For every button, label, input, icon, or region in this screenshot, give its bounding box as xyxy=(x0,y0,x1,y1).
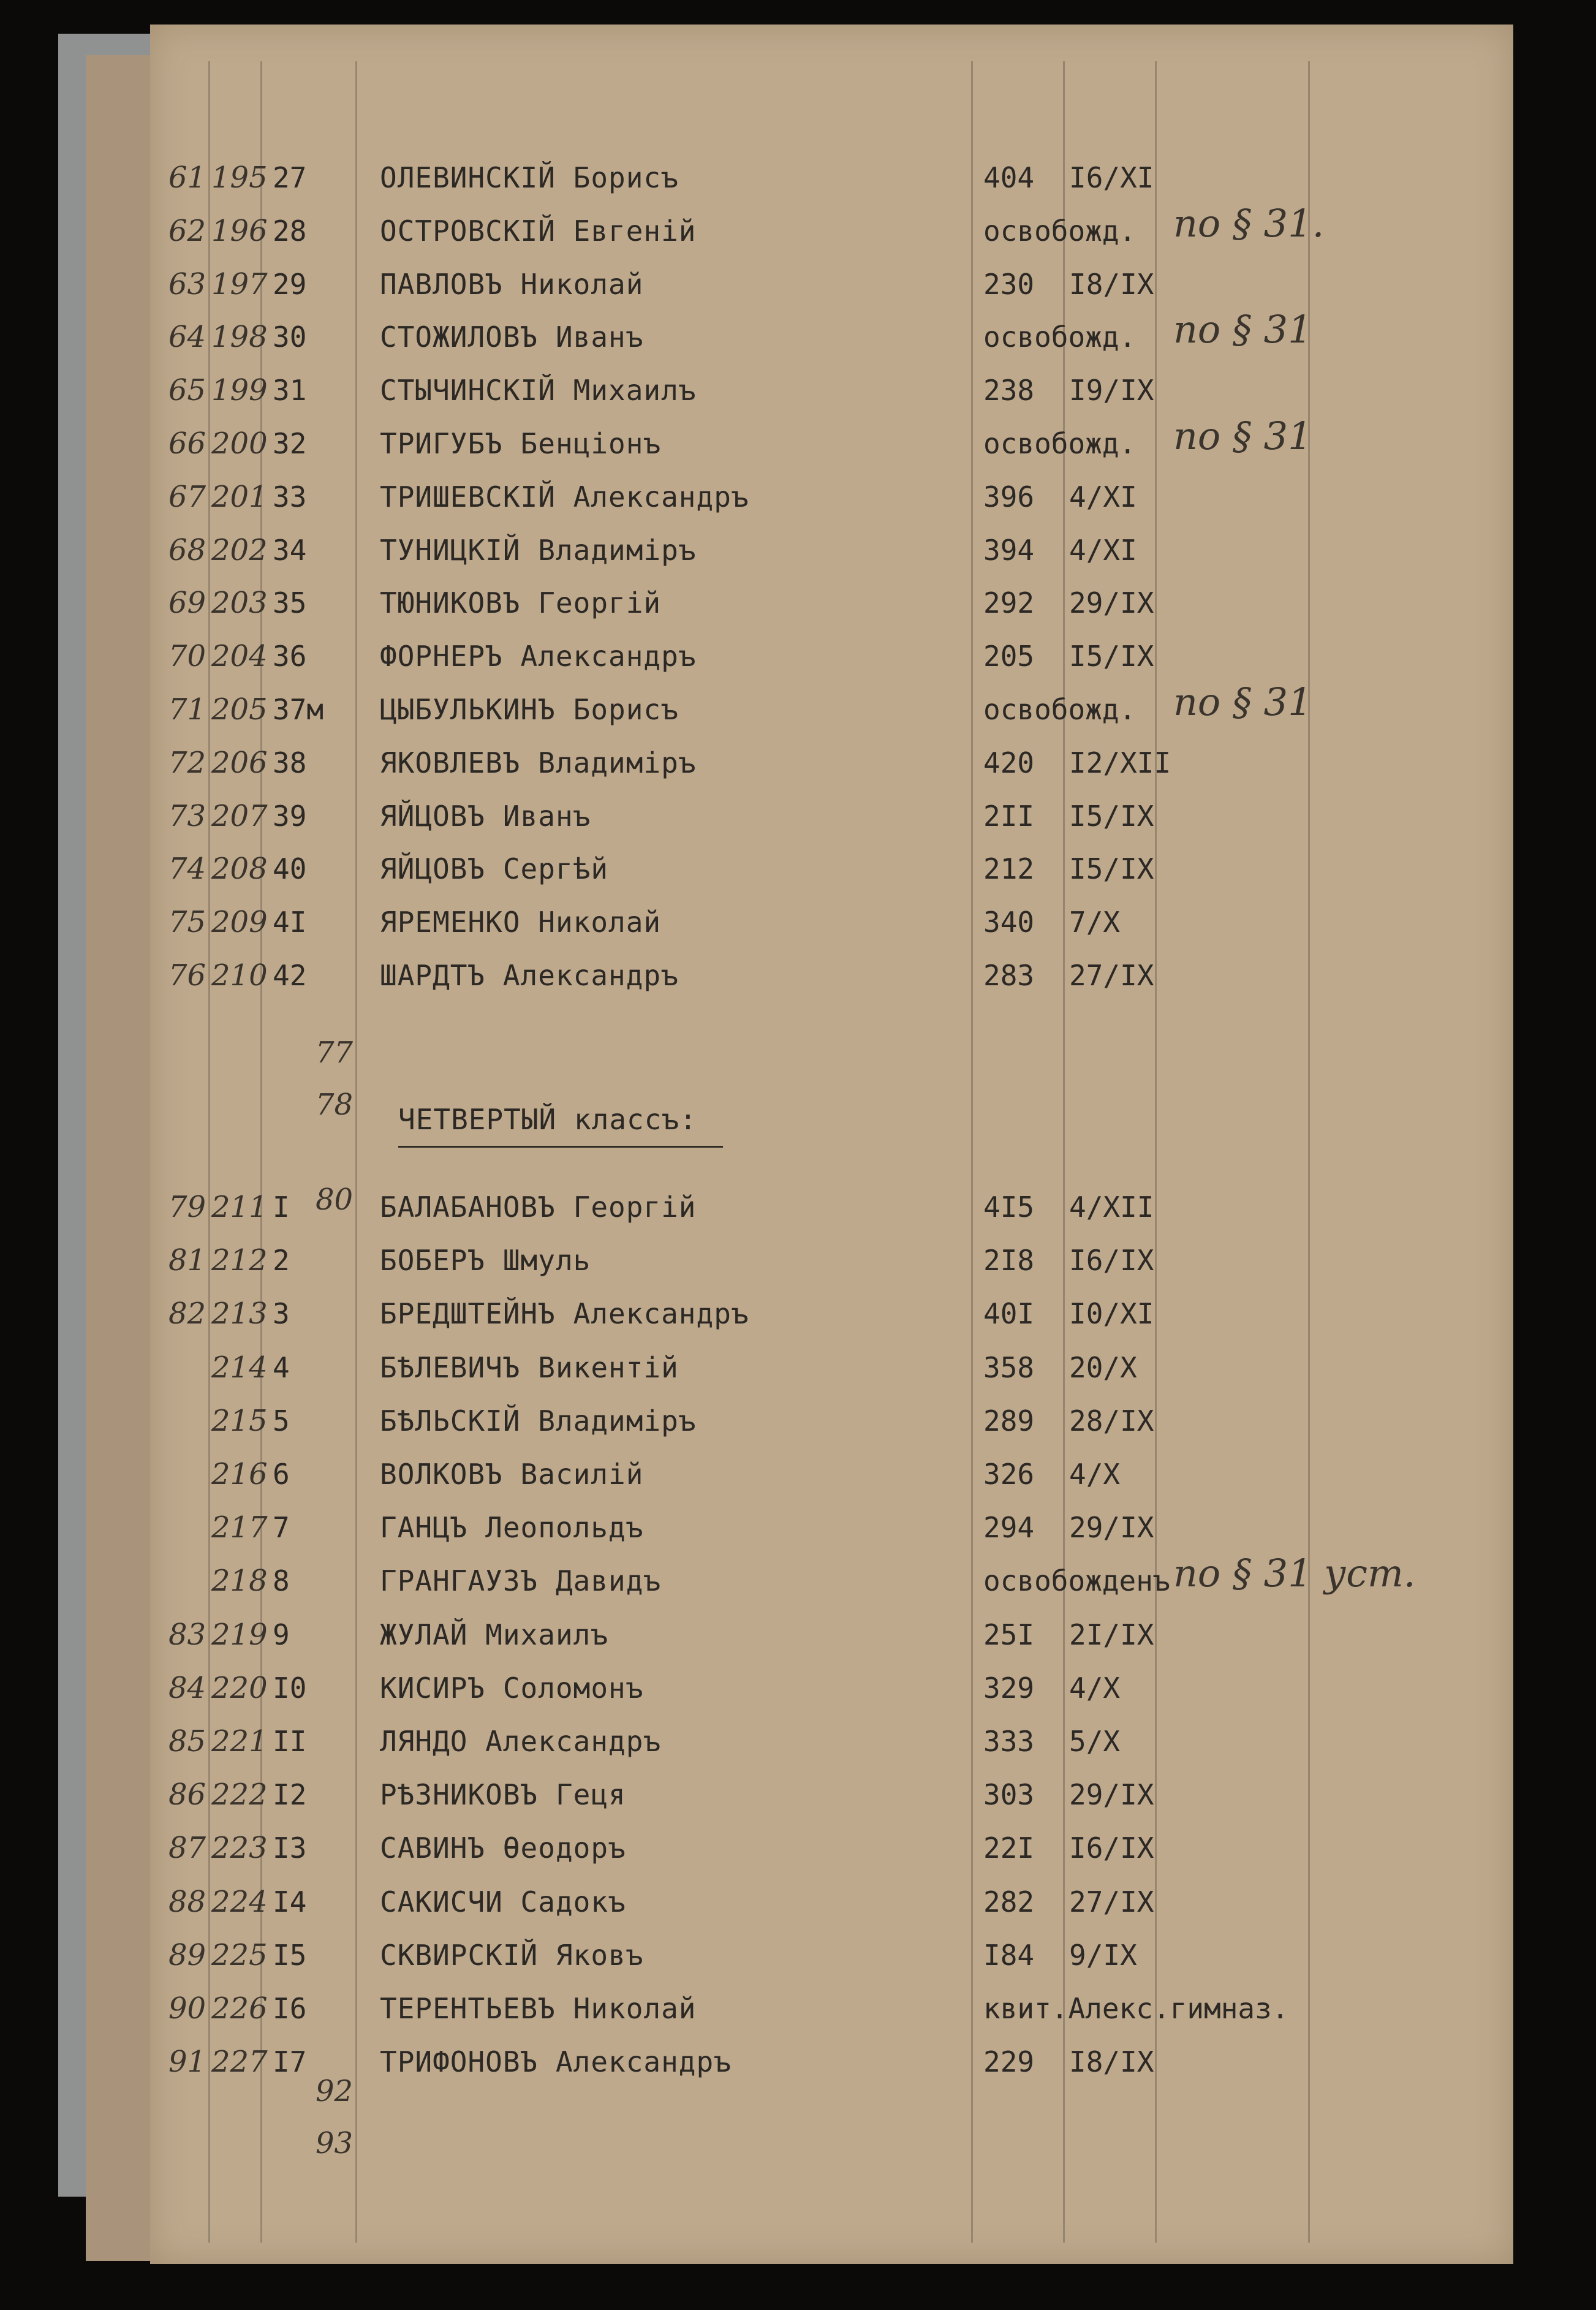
record-number: 2I8 xyxy=(983,1244,1035,1278)
page-number: 62 xyxy=(168,213,206,248)
record-number: 289 xyxy=(983,1404,1035,1437)
record-date: 29/IX xyxy=(1069,586,1154,620)
class-index: II xyxy=(273,1725,307,1758)
table-row xyxy=(150,1664,1513,1713)
class-index: 29 xyxy=(273,267,307,301)
table-row xyxy=(150,307,1513,362)
student-name: ФОРНЕРЪ Александръ xyxy=(380,640,697,673)
handwritten-note: по § 31 xyxy=(1173,680,1312,724)
page-number: 79 xyxy=(168,1190,206,1224)
register-number: 216 xyxy=(211,1457,268,1491)
page-number: 89 xyxy=(168,1937,206,1972)
table-row xyxy=(150,792,1513,841)
student-name: РѢЗНИКОВЪ Геця xyxy=(380,1778,626,1812)
handwritten-note: по § 31 xyxy=(1173,307,1312,352)
register-number: 218 xyxy=(211,1564,268,1599)
student-name: ГРАНГАУЗЪ Давидъ xyxy=(380,1564,662,1598)
table-row xyxy=(150,200,1513,256)
record-date: 4/XI xyxy=(1069,480,1137,513)
record-date: 4/X xyxy=(1069,1458,1121,1491)
page-number: 76 xyxy=(168,958,206,993)
table-row xyxy=(150,632,1513,681)
table-row xyxy=(150,1183,1513,1232)
table-row xyxy=(150,260,1513,309)
class-index: 8 xyxy=(273,1564,290,1598)
margin-number: 77 xyxy=(316,1036,354,1070)
student-name: ОЛЕВИНСКІЙ Борисъ xyxy=(380,161,679,194)
class-index: I4 xyxy=(273,1885,307,1918)
record-date: 27/IX xyxy=(1069,1885,1154,1918)
table-row xyxy=(150,1823,1513,1873)
ledger-page xyxy=(150,25,1513,2264)
record-date: I5/IX xyxy=(1069,852,1154,886)
class-index: 33 xyxy=(273,480,307,513)
margin-number: 92 xyxy=(316,2074,354,2108)
record-number: 303 xyxy=(983,1778,1035,1812)
class-index: I5 xyxy=(273,1938,307,1972)
table-row xyxy=(150,1450,1513,1499)
register-number: 201 xyxy=(211,479,268,514)
class-index: 2 xyxy=(273,1244,290,1278)
table-row xyxy=(150,898,1513,947)
register-number: 219 xyxy=(211,1617,268,1652)
record-date: 2I/IX xyxy=(1069,1618,1154,1651)
record-number: 2II xyxy=(983,799,1035,833)
register-number: 215 xyxy=(211,1403,268,1438)
class-index: I0 xyxy=(273,1671,307,1705)
margin-number: 80 xyxy=(316,1183,354,1217)
student-name: БАЛАБАНОВЪ Георгій xyxy=(380,1191,697,1224)
table-row xyxy=(150,1343,1513,1392)
class-index: I3 xyxy=(273,1831,307,1865)
table-row xyxy=(150,1396,1513,1445)
page-number: 61 xyxy=(168,161,206,195)
under-page-edges xyxy=(86,55,159,2261)
register-number: 214 xyxy=(211,1350,268,1385)
class-index: 4I xyxy=(273,906,307,939)
record-number: 238 xyxy=(983,374,1035,407)
page-number: 90 xyxy=(168,1991,206,2026)
student-name: ТЕРЕНТЬЕВЪ Николай xyxy=(380,1992,697,2025)
record-number: 294 xyxy=(983,1511,1035,1545)
register-number: 213 xyxy=(211,1297,268,1331)
register-number: 221 xyxy=(211,1724,268,1759)
table-row xyxy=(150,2037,1513,2086)
student-name: ЦЫБУЛЬКИНЪ Борисъ xyxy=(380,693,679,726)
record-number: 394 xyxy=(983,533,1035,567)
class-index: 30 xyxy=(273,320,307,354)
register-number: 199 xyxy=(211,373,268,408)
class-index: 34 xyxy=(273,533,307,567)
class-index: 27 xyxy=(273,161,307,194)
table-row xyxy=(150,1610,1513,1659)
page-number: 82 xyxy=(168,1297,206,1331)
record-number: I84 xyxy=(983,1938,1035,1972)
record-number: освобожд. xyxy=(983,320,1136,354)
student-name: ШАРДТЪ Александръ xyxy=(380,959,679,992)
register-number: 227 xyxy=(211,2045,268,2080)
page-number: 85 xyxy=(168,1724,206,1759)
class-index: I xyxy=(273,1191,290,1224)
record-number: 229 xyxy=(983,2045,1035,2079)
student-name: СТЫЧИНСКІЙ Михаилъ xyxy=(380,374,697,407)
table-row xyxy=(150,844,1513,893)
record-date: I9/IX xyxy=(1069,374,1154,407)
register-number: 225 xyxy=(211,1937,268,1972)
record-number: 283 xyxy=(983,959,1035,992)
register-number: 222 xyxy=(211,1778,268,1812)
student-name: ЯКОВЛЕВЪ Владиміръ xyxy=(380,746,697,779)
student-name: ТРИШЕВСКІЙ Александръ xyxy=(380,480,749,513)
record-number: 333 xyxy=(983,1725,1035,1758)
record-date: 4/XII xyxy=(1069,1191,1154,1224)
class-index: 28 xyxy=(273,214,307,248)
student-name: ЯЙЦОВЪ Сергѣй xyxy=(380,852,609,886)
register-number: 210 xyxy=(211,958,268,993)
register-number: 198 xyxy=(211,320,268,355)
student-name: САВИНЪ Ѳеодоръ xyxy=(380,1831,626,1865)
handwritten-note: по § 31 уст. xyxy=(1173,1551,1416,1596)
register-number: 205 xyxy=(211,692,268,727)
record-number: освобожденъ xyxy=(983,1564,1170,1598)
record-date: 28/IX xyxy=(1069,1404,1154,1437)
register-number: 208 xyxy=(211,852,268,887)
table-row xyxy=(150,1717,1513,1766)
record-number: 212 xyxy=(983,852,1035,886)
class-index: 42 xyxy=(273,959,307,992)
record-number: 282 xyxy=(983,1885,1035,1918)
class-index: 5 xyxy=(273,1404,290,1437)
record-date: 5/X xyxy=(1069,1725,1121,1758)
page-number: 84 xyxy=(168,1670,206,1705)
record-date: I6/XI xyxy=(1069,161,1154,194)
record-date: 4/X xyxy=(1069,1671,1121,1705)
record-date: I8/IX xyxy=(1069,267,1154,301)
student-name: ЯРЕМЕНКО Николай xyxy=(380,906,662,939)
class-index: 31 xyxy=(273,374,307,407)
class-index: 9 xyxy=(273,1618,290,1651)
student-name: ТРИГУБЪ Бенціонъ xyxy=(380,427,662,460)
record-number: 340 xyxy=(983,906,1035,939)
page-number: 73 xyxy=(168,798,206,833)
register-number: 197 xyxy=(211,267,268,301)
record-number: освобожд. xyxy=(983,427,1136,460)
class-index: 38 xyxy=(273,746,307,779)
table-row xyxy=(150,1984,1513,2033)
page-number: 88 xyxy=(168,1884,206,1919)
record-number: 404 xyxy=(983,161,1035,194)
record-date: I2/XII xyxy=(1069,746,1171,779)
page-number: 83 xyxy=(168,1617,206,1652)
table-row xyxy=(150,578,1513,627)
record-date: I6/IX xyxy=(1069,1831,1154,1865)
margin-number: 78 xyxy=(316,1088,354,1122)
record-number: 292 xyxy=(983,586,1035,620)
table-row xyxy=(150,526,1513,575)
table-row xyxy=(150,1931,1513,1980)
page-number: 64 xyxy=(168,320,206,355)
page-number: 87 xyxy=(168,1831,206,1866)
page-number: 72 xyxy=(168,745,206,780)
table-row xyxy=(150,951,1513,1000)
student-name: ГАНЦЪ Леопольдъ xyxy=(380,1511,644,1545)
register-number: 224 xyxy=(211,1884,268,1919)
record-number: 40I xyxy=(983,1297,1035,1331)
register-number: 195 xyxy=(211,161,268,195)
record-date: 20/X xyxy=(1069,1350,1137,1384)
record-number: 326 xyxy=(983,1458,1035,1491)
table-row xyxy=(150,414,1513,468)
page-number: 75 xyxy=(168,905,206,940)
record-number: квит.Алекс.гимназ. xyxy=(983,1992,1289,2025)
register-number: 202 xyxy=(211,532,268,567)
register-number: 223 xyxy=(211,1831,268,1866)
student-name: ТУНИЦКІЙ Владиміръ xyxy=(380,533,697,567)
record-date: 29/IX xyxy=(1069,1511,1154,1545)
student-name: ТЮНИКОВЪ Георгій xyxy=(380,586,662,620)
register-number: 203 xyxy=(211,586,268,621)
table-row xyxy=(150,680,1513,734)
student-name: СКВИРСКІЙ Яковъ xyxy=(380,1938,644,1972)
table-row xyxy=(150,1877,1513,1926)
page-number: 91 xyxy=(168,2045,206,2080)
record-number: 230 xyxy=(983,267,1035,301)
class-index: I6 xyxy=(273,1992,307,2025)
page-number: 86 xyxy=(168,1778,206,1812)
class-index: 4 xyxy=(273,1350,290,1384)
record-date: 29/IX xyxy=(1069,1778,1154,1812)
record-date: I0/XI xyxy=(1069,1297,1154,1331)
record-date: I5/IX xyxy=(1069,799,1154,833)
register-number: 212 xyxy=(211,1243,268,1278)
record-number: 396 xyxy=(983,480,1035,513)
handwritten-note: по § 31. xyxy=(1173,200,1325,246)
student-name: БОБЕРЪ Шмуль xyxy=(380,1244,591,1278)
student-name: ПАВЛОВЪ Николай xyxy=(380,267,644,301)
record-number: 25I xyxy=(983,1618,1035,1651)
class-index: 32 xyxy=(273,427,307,460)
register-number: 220 xyxy=(211,1670,268,1705)
table-row xyxy=(150,1551,1513,1605)
class-index: 40 xyxy=(273,852,307,886)
register-number: 207 xyxy=(211,798,268,833)
register-number: 226 xyxy=(211,1991,268,2026)
record-date: I5/IX xyxy=(1069,640,1154,673)
class-index: I7 xyxy=(273,2045,307,2079)
register-number: 211 xyxy=(211,1190,268,1224)
record-date: 7/X xyxy=(1069,906,1121,939)
register-number: 209 xyxy=(211,905,268,940)
record-number: 22I xyxy=(983,1831,1035,1865)
record-date: I8/IX xyxy=(1069,2045,1154,2079)
record-number: 329 xyxy=(983,1671,1035,1705)
student-name: ЯЙЦОВЪ Иванъ xyxy=(380,799,591,833)
table-row xyxy=(150,472,1513,521)
page-number: 63 xyxy=(168,267,206,301)
handwritten-note: по § 31 xyxy=(1173,414,1312,458)
page-number: 81 xyxy=(168,1243,206,1278)
class-index: 37м xyxy=(273,693,324,726)
class-index: 39 xyxy=(273,799,307,833)
register-number: 217 xyxy=(211,1510,268,1545)
record-number: освобожд. xyxy=(983,214,1136,248)
record-number: 205 xyxy=(983,640,1035,673)
page-number: 67 xyxy=(168,479,206,514)
student-name: БѢЛЕВИЧЪ Викентій xyxy=(380,1350,679,1384)
section-underline xyxy=(398,1146,723,1148)
table-row xyxy=(150,1770,1513,1819)
student-name: ЛЯНДО Александръ xyxy=(380,1725,662,1758)
class-index: 36 xyxy=(273,640,307,673)
record-date: 4/XI xyxy=(1069,533,1137,567)
record-number: освобожд. xyxy=(983,693,1136,726)
table-row xyxy=(150,1503,1513,1552)
table-row xyxy=(150,1289,1513,1338)
student-name: ОСТРОВСКІЙ Евгеній xyxy=(380,214,697,248)
student-name: СТОЖИЛОВЪ Иванъ xyxy=(380,320,644,354)
student-name: КИСИРЪ Соломонъ xyxy=(380,1671,644,1705)
class-index: 35 xyxy=(273,586,307,620)
record-date: I6/IX xyxy=(1069,1244,1154,1278)
record-date: 9/IX xyxy=(1069,1938,1137,1972)
table-row xyxy=(150,366,1513,415)
table-row xyxy=(150,153,1513,202)
class-index: 3 xyxy=(273,1297,290,1331)
register-number: 200 xyxy=(211,426,268,461)
register-number: 206 xyxy=(211,745,268,780)
record-number: 4I5 xyxy=(983,1191,1035,1224)
page-number: 65 xyxy=(168,373,206,408)
page-number: 69 xyxy=(168,586,206,621)
record-number: 420 xyxy=(983,746,1035,779)
register-number: 196 xyxy=(211,213,268,248)
register-number: 204 xyxy=(211,639,268,674)
table-row xyxy=(150,738,1513,787)
student-name: ЖУЛАЙ Михаилъ xyxy=(380,1618,609,1651)
student-name: ВОЛКОВЪ Василій xyxy=(380,1458,644,1491)
page-number: 74 xyxy=(168,852,206,887)
page-number: 70 xyxy=(168,639,206,674)
page-number: 66 xyxy=(168,426,206,461)
student-name: БѢЛЬСКІЙ Владиміръ xyxy=(380,1404,697,1437)
section-title: ЧЕТВЕРТЫЙ классъ: xyxy=(398,1103,697,1136)
margin-number: 93 xyxy=(316,2126,354,2160)
student-name: ТРИФОНОВЪ Александръ xyxy=(380,2045,732,2079)
class-index: 6 xyxy=(273,1458,290,1491)
page-number: 71 xyxy=(168,692,206,727)
class-index: I2 xyxy=(273,1778,307,1812)
record-number: 358 xyxy=(983,1350,1035,1384)
record-date: 27/IX xyxy=(1069,959,1154,992)
student-name: БРЕДШТЕЙНЪ Александръ xyxy=(380,1297,749,1331)
student-name: САКИСЧИ Садокъ xyxy=(380,1885,626,1918)
page-number: 68 xyxy=(168,532,206,567)
table-row xyxy=(150,1236,1513,1285)
class-index: 7 xyxy=(273,1511,290,1545)
